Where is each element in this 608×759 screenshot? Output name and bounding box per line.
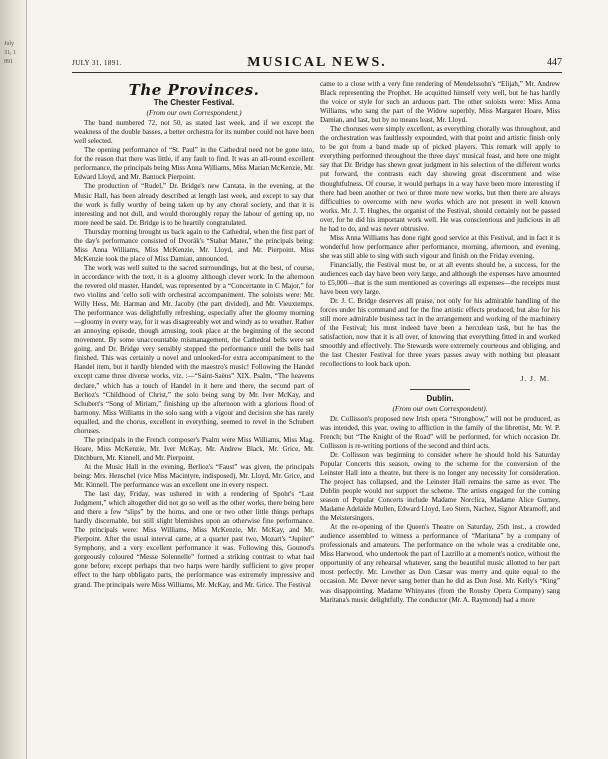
article-paragraph: At the Music Hall in the evening, Berlioz's “Faust” was given, the principals being: Mrs. Henschel (vice Miss Macintyre, indisposed), Mr. Lloyd, Mr. Grice, and Mr. Kinnell. The performance was an excellent one in every respect. xyxy=(74,462,314,490)
article-paragraph: came to a close with a very fine rendering of Mendelssohn's “Elijah,” Mr. Andrew Black representing the Prophet. He acquitted himself very well, but he has hardly the voice or style for such an arduous part. The other soloists were: Miss Anna Williams, who sang the part of the Widow superbly, Miss Margaret Hoare, Miss Damian, and last, but by no means least, Mr. Lloyd. xyxy=(320,80,560,125)
section-title: The Provinces. xyxy=(128,81,260,99)
byline-chester: (From our own Correspondent.) xyxy=(146,108,242,118)
header-rule xyxy=(72,72,562,73)
article-paragraph: The choruses were simply excellent, as everything chorally was throughout, and the orchestration was faultlessly expounded, with that point and artistic finish only to be got from a band made up of picked players. This remark will apply to everything performed throughout the three days' musical feast, and here one might say that Dr. Bridge has shewn great judgment in his selection of the different works put forward, the contrasts each day showing great discernment and wise thoughtfulness. Of course, it would perhaps in a way have been more interesting if there had been another or two or three more new works, but then there are always difficulties to overcome with new works which are not present in well known works. Mr. J. T. Hughes, the organist of the Festival, should certainly not be passed over, for he did his important work well. He was conscientious and judicious in all he had to do, and was never obtrusive. xyxy=(320,125,560,233)
page-header xyxy=(72,55,562,71)
article-paragraph: Miss Anna Williams has done right good service at this Festival, and in fact it is wonderful how performance after performance, morning, afternoon, and evening, she was still able to sing with such vigour and finish on the Friday evening. xyxy=(320,233,560,260)
header-date: JULY 31, 1891. xyxy=(72,59,122,67)
binding-text: July 31, 1891 xyxy=(4,41,16,65)
subsection-title-chester: The Chester Festival. xyxy=(153,98,235,108)
article-paragraph: Thursday morning brought us back again to the Cathedral, when the first part of the day's performance consisted of Dvorák's “Stabat Mater,” the principals being: Miss Anna Williams, Miss McKenzie, Mr. Lloyd, and Mr. Pierpoint. Miss McKenzie took the place of Miss Damian, announced. xyxy=(74,227,314,263)
left-column xyxy=(74,80,314,590)
byline-dublin: (From our own Correspondent). xyxy=(392,403,488,413)
article-paragraph: The principals in the French composer's Psalm were Miss Williams, Miss Mag. Hoare, Miss McKenzie, Mr. Iver McKay, Mr. Andrew Black, Mr. Grice, Mr. Ditchburn, Mr. Kinnell, and Mr. Pierpoint. xyxy=(74,435,314,462)
header-title: MUSICAL NEWS. xyxy=(247,55,387,70)
article-paragraph: The work was well suited to the sacred surroundings, but at the best, of course, in accordance with the text, it is a gloomy although clever work. In the afternoon the revered old master, Handel, was represented by a “Concertante in C Major,” for two violins and 'cello soli with orchestral accompaniment. The soloists were: Mr. Willy Hess, Mr. Harman and Mr. Jacoby (the part divided), and Mr. Vieuxtemps. The performance was delightfully refreshing, especially after the gloomy morning—gloomy in every way, for it was disagreeably wet and windy as to weather. Rather an annoying episode, though amusing, took place at the beginning of the second movement. By some unaccountable mismanagement, the Cathedral bells were set going, and Dr. Bridge very sensibly stopped the performance until the bells had finished. This was certainly a novel and unlooked-for extra accompaniment to the Handel item, but it hardly blended with the maestro's music! Following the Handel except came three diverse works, viz. :—“Saint-Saëns” XIX. Psalm, “The heavens declare,” which has a touch of Handel in it here and there, the second part of Berlioz's “Childhood of Christ,” the solo being sung by Mr. Iver McKay, and Schubert's “Song of Miriam,” finishing up the afternoon with a glorious flood of harmony. Miss Williams in the solo sang with a vigour and decision she has rarely equalled, and the chorus, excellent in everything, seemed to revel in the Schubert choruses. xyxy=(74,263,314,435)
article-paragraph: The band numbered 72, not 50, as stated last week, and if we except the weakness of the double basses, a better orchestra for its number could not have been well selected. xyxy=(74,119,314,146)
article-paragraph: Dr. Collisson was beginning to consider where he should hold his Saturday Popular Concerts this season, owing to the scheme for the conversion of the Leinster Hall into a theatre, but there is no longer any necessity for consideration. The project has collapsed, and the Leinster Hall remains the same as ever. The Dublin people would not support the scheme. The artists engaged for the coming season of Popular Concerts include Madame Norclica, Madame Alice Gurney, Madame Adelaide Mullen, Edward Lloyd, Leo Stern, Nachez, Signor Abramoff, and the Meistersingers. xyxy=(320,450,561,523)
article-paragraph: Financially, the Festival must be, or at all events should be, a success, for the audiences each day have been very large, and although the expenses have amounted to £5,000—that is the sum mentioned as coverings all expenses—the receipts must have been very large. xyxy=(320,260,560,297)
section-divider xyxy=(410,389,470,390)
article-paragraph: Dr. J. C. Bridge deserves all praise, not only for his admirable handling of the forces under his command and for the fine artistic effects produced, but also for his still more admirable business tact in the arrangement and working of the machinery of the Festival; his must indeed have been a herculean task, but he has the satisfaction, now that it is all over, of knowing that everything fitted in and worked smoothly and effectively. The Stewards were extremely courteous and obliging, and the last Chester Festival for three years passes away with nothing but pleasant recollections to look back upon. xyxy=(320,297,560,369)
page-number: 447 xyxy=(547,57,562,68)
author-signature: J. J. M. xyxy=(520,373,550,383)
page-binding xyxy=(0,0,27,759)
article-paragraph: At the re-opening of the Queen's Theatre on Saturday, 25th inst., a crowded audience assembled to witness a performance of “Maritana” by a company of professionals and amateurs. The performance on the whole was a creditable one, Miss Harwood, who undertook the part of Lazrillo at a moment's notice, without the opportunity of any rehearsal whatever, sang the beautiful music allotted to her part most perfectly. Mr. Lowther as Don Cæsar was merry and quite equal to the occasion. Mr. Dever never sang better than he did as Don José. Mr. Kelly's “King” was disappointing. Madame Whinyates (from the Rousby Opera Company) sang Maritana's music delightfully. The conductor (Mr. A. Raymond) had a more xyxy=(320,523,560,604)
article-paragraph: The last day, Friday, was ushered in with a rendering of Spohr's “Last Judgment,” which altogether did not go so well as the other works, there being here and there a few “slips” by the horns, and one or two other little things perhaps hardly discernable, but still slight blemishes upon an otherwise fine performance. The principals were: Miss Williams, Miss McKenzie, Mr. McKay, and Mr. Pierpoint. After the usual interval came, at a quarter past two, Mozart's “Jupiter” Symphony, and a very excellent performance it was. Following this, Gounod's gorgeously coloured “Messe Solennelle” formed a striking contrast to what had gone before; except perhaps that two harps were hardly sufficient to give proper effect to the harp obbligato parts, the performance was extremely impressive and grand. The principals were Miss Williams, Mr. McKay, and Mr. Grice. The Festival xyxy=(74,490,314,589)
article-paragraph: The opening performance of “St. Paul” in the Cathedral need not be gone into, for the reason that there was little, if any fault to find. It was an all-round excellent performance, the principals being Miss Anna Williams, Miss Marian McKenzie, Mr. Edward Lloyd, and Mr. Bantock Pierpoint. xyxy=(74,146,314,182)
subsection-title-dublin: Dublin. xyxy=(426,393,454,403)
article-paragraph: The production of “Rudel,” Dr. Bridge's new Cantata, in the evening, at the Music Hall, has been already described at length last week, and except to say that the work is fully worthy of being taken up by any choral society, and that it is interesting and not dull, and would thoroughly repay the labour of getting up, no more need be said. Dr. Bridge is to be heartily congratulated. xyxy=(74,182,314,227)
right-column xyxy=(320,80,560,605)
article-paragraph: Dr. Collisson's proposed new Irish opera “Strongbow,” will not be produced, as was intended, this year, owing to affliction in the family of the librettist, Mr. W. P. French; but “The Knight of the Road” will be performed, for which occasion Dr. Collisson is re-writing portions of the second and third acts. xyxy=(320,414,560,450)
